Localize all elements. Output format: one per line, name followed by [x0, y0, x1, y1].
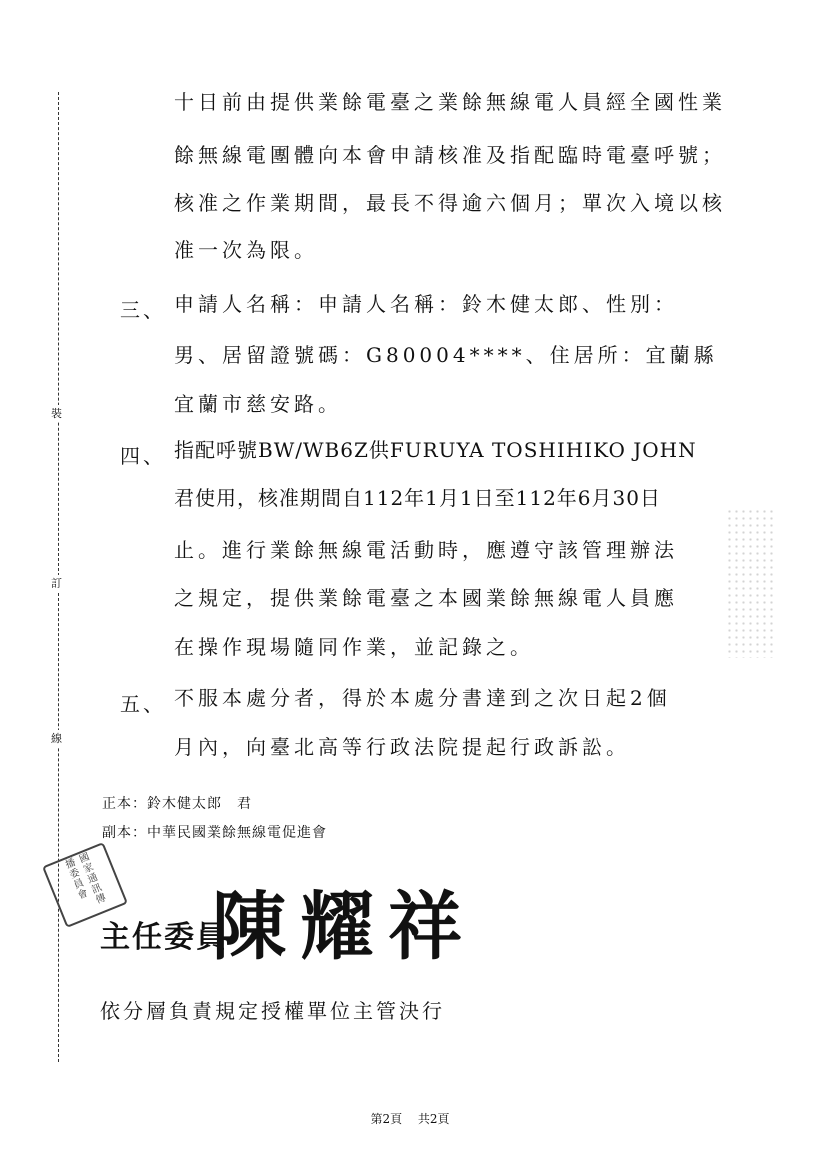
original-recipient: 正本：鈴木健太郎 君 — [102, 796, 252, 812]
item-line: 男、居留證號碼：G80004****、住居所：宜蘭縣 — [174, 343, 718, 367]
item-line: 止。進行業餘無線電活動時，應遵守該管理辦法 — [174, 538, 678, 562]
binding-char-xian: 線 — [51, 732, 62, 745]
continuation-line: 准一次為限。 — [174, 238, 318, 262]
page-footer — [0, 1110, 820, 1127]
binding-char-zhuang: 裝 — [51, 407, 62, 420]
binding-char-ding: 訂 — [51, 577, 62, 590]
page-number: 第2頁 — [370, 1112, 403, 1126]
delegation-note: 依分層負責規定授權單位主管決行 — [100, 999, 445, 1023]
page-total: 共2頁 — [417, 1112, 450, 1126]
item-number: 四、 — [120, 444, 166, 468]
copy-recipient: 副本：中華民國業餘無線電促進會 — [102, 825, 327, 841]
item-line: 君使用，核准期間自112年1月1日至112年6月30日 — [174, 486, 661, 510]
perforation-marks — [726, 508, 774, 658]
item-line: 之規定，提供業餘電臺之本國業餘無線電人員應 — [174, 586, 678, 610]
item-line: 在操作現場隨同作業，並記錄之。 — [174, 635, 534, 659]
continuation-line: 餘無線電團體向本會申請核准及指配臨時電臺呼號； — [174, 143, 726, 167]
continuation-line: 十日前由提供業餘電臺之業餘無線電人員經全國性業 — [174, 90, 726, 114]
item-line: 宜蘭市慈安路。 — [174, 392, 342, 416]
signatory-name: 陳耀祥 — [212, 884, 476, 970]
item-number: 五、 — [120, 692, 166, 716]
seal-text: 國家通訊傳播委員會 — [61, 851, 107, 907]
item-line: 申請人名稱：申請人名稱：鈴木健太郎、性別： — [174, 292, 678, 316]
item-line: 月內，向臺北高等行政法院提起行政訴訟。 — [174, 735, 630, 759]
continuation-line: 核准之作業期間，最長不得逾六個月；單次入境以核 — [174, 191, 726, 215]
signatory-title: 主任委員 — [100, 920, 228, 955]
item-line: 指配呼號BW/WB6Z供FURUYA TOSHIHIKO JOHN — [174, 438, 697, 462]
item-number: 三、 — [120, 298, 166, 322]
item-line: 不服本處分者，得於本處分書達到之次日起2個 — [174, 686, 671, 710]
